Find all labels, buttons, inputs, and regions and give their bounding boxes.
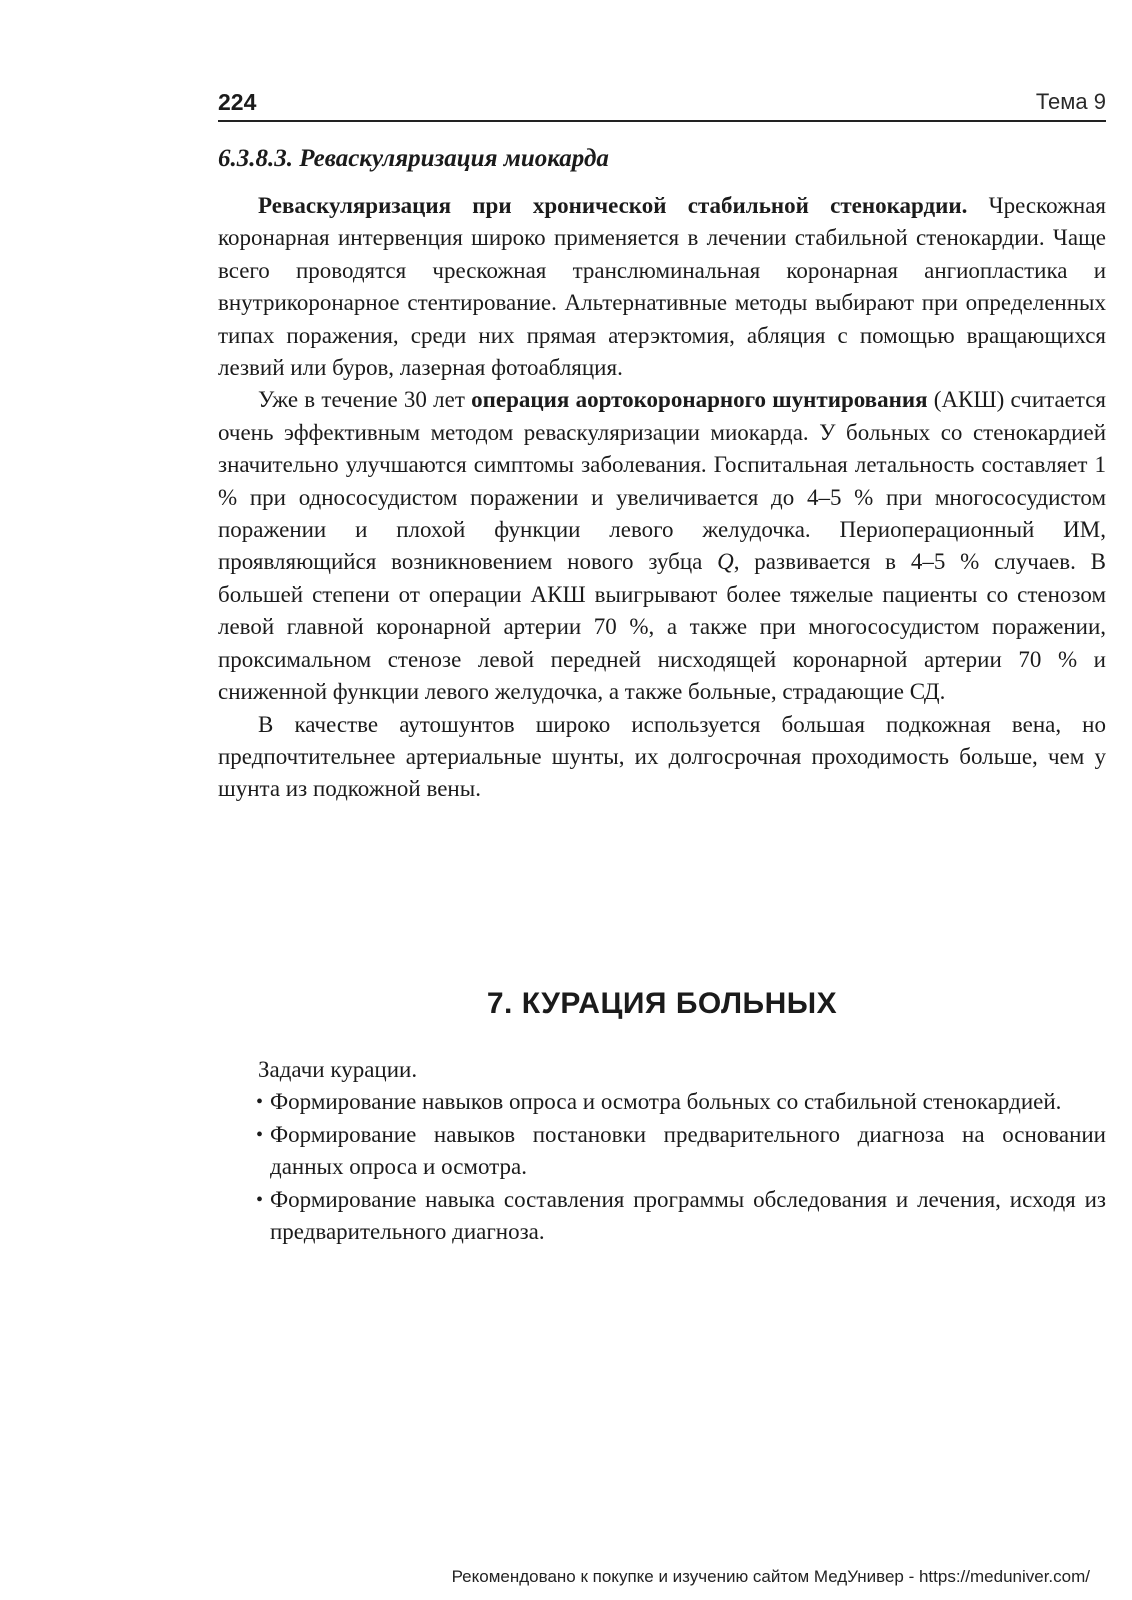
- paragraph-2-italic-q: Q: [717, 549, 734, 575]
- list-item-text: Формирование навыков постановки предварительного диагноза на основании данных опроса и осмотра.: [270, 1121, 1106, 1180]
- task-list: [218, 1086, 1106, 1248]
- header-divider: [218, 120, 1106, 122]
- bullet-icon: •: [256, 1123, 264, 1146]
- paragraph-1: [218, 190, 1106, 384]
- section-title: 6.3.8.3. Реваскуляризация миокарда: [218, 145, 609, 172]
- footer-note: Рекомендовано к покупке и изучению сайтом МедУнивер - https://meduniver.com/: [451, 1567, 1090, 1586]
- tasks-intro: Задачи курации.: [258, 1057, 418, 1082]
- paragraph-2-text-before: Уже в течение 30 лет: [258, 387, 472, 413]
- list-item-text: Формирование навыка составления программы обследования и лечения, исходя из предварительного диагноза.: [270, 1186, 1106, 1245]
- running-head: Тема 9: [1035, 89, 1106, 114]
- paragraph-2-text-after: (АКШ) считается очень эффективным методом реваскуляризации миокарда. У больных со стенокардией значительно улучшаются симптомы заболевания. Госпитальная летальность составляет 1 % при однососудистом поражении и увеличивается до 4–5 % при многососудистом поражении и плохой функции левого желудочка. Периоперационный ИМ, проявляющийся возникновением нового зубца: [218, 387, 1106, 575]
- paragraph-2: [218, 384, 1106, 708]
- bullet-icon: •: [256, 1091, 264, 1114]
- chapter-title: 7. КУРАЦИЯ БОЛЬНЫХ: [486, 987, 838, 1020]
- list-item-text: Формирование навыков опроса и осмотра больных со стабильной стенокардией.: [270, 1089, 1062, 1115]
- list-item: [256, 1184, 1106, 1249]
- bullet-icon: •: [256, 1188, 264, 1211]
- curation-tasks: [218, 1054, 1106, 1248]
- page-header: [218, 88, 1106, 124]
- paragraph-1-lead: Реваскуляризация при хронической стабильной стенокардии.: [258, 193, 968, 218]
- paragraph-2-bold-term: операция аортокоронарного шунтирования: [471, 387, 928, 413]
- page-number: 224: [218, 89, 257, 115]
- paragraph-2-text-end: , развивается в 4–5 % случаев. В большей степени от операции АКШ выигрывают более тяжелые пациенты со стенозом левой главной коронарной артерии 70 %, а также при многососудистом поражении, проксимальном стенозе левой передней нисходящей коронарной артерии 70 % и сниженной функции левого желудочка, а также больные, страдающие СД.: [218, 549, 1106, 705]
- list-item: [256, 1086, 1106, 1118]
- paragraph-1-text: Чрескожная коронарная интервенция широко применяется в лечении стабильной стенокардии. Чаще всего проводятся чрескожная транслюминальная коронарная ангиопластика и внутрикоронарное стентирование. Альтернативные методы выбирают при определенных типах поражения, среди них прямая атерэктомия, абляция с помощью вращающихся лезвий или буров, лазерная фотоабляция.: [218, 193, 1106, 381]
- paragraph-3: В качестве аутошунтов широко используется большая подкожная вена, но предпочтительнее артериальные шунты, их долгосрочная проходимость больше, чем у шунта из подкожной вены.: [218, 711, 1106, 802]
- body-text: [218, 190, 1106, 806]
- list-item: [256, 1119, 1106, 1184]
